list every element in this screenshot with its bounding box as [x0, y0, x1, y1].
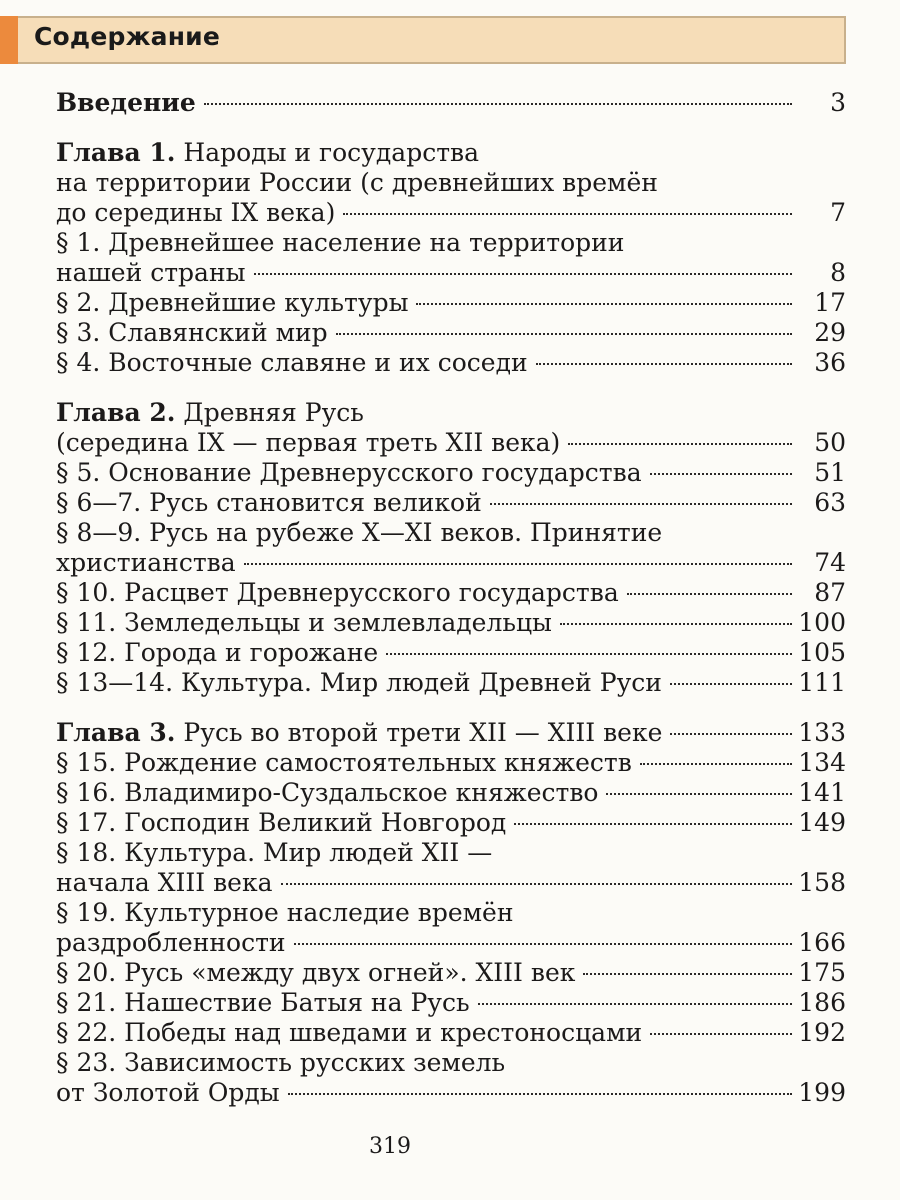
toc-entry-label: христианства: [56, 548, 236, 577]
dot-leader: [416, 303, 792, 305]
toc-page-number: 29: [814, 318, 846, 347]
toc-page-number: 36: [814, 348, 846, 377]
toc-chapter-2[interactable]: [56, 398, 846, 458]
toc-section[interactable]: [56, 958, 846, 988]
dot-leader: [336, 333, 792, 335]
toc-entry-first-line: § 23. Зависимость русских земель: [56, 1048, 506, 1077]
toc-section[interactable]: [56, 1018, 846, 1048]
dot-leader: [288, 1093, 792, 1095]
dot-leader: [386, 653, 792, 655]
dot-leader: [670, 683, 792, 685]
toc-entry-label: § 12. Города и горожане: [56, 638, 379, 667]
toc-page-number: 3: [830, 88, 846, 117]
toc-page-number: 141: [798, 778, 846, 807]
dot-leader: [514, 823, 792, 825]
toc-section[interactable]: [56, 488, 846, 518]
toc-entry-first-line: § 1. Древнейшее население на территории: [56, 228, 625, 257]
chapter-title-line: до середины IX века): [56, 198, 336, 227]
toc-entry-label: § 6—7. Русь становится великой: [56, 488, 482, 517]
toc-section[interactable]: [56, 808, 846, 838]
toc-section[interactable]: [56, 318, 846, 348]
toc-entry-label: раздробленности: [56, 928, 286, 957]
toc-page-number: 7: [830, 198, 846, 227]
dot-leader: [536, 363, 792, 365]
toc-entry-label: § 4. Восточные славяне и их соседи: [56, 348, 528, 377]
toc-page-number: 134: [798, 748, 846, 777]
chapter-title-line: на территории России (с древнейших времён: [56, 168, 658, 197]
dot-leader: [294, 943, 792, 945]
dot-leader: [670, 733, 792, 735]
dot-leader: [244, 563, 792, 565]
toc-page-number: 175: [798, 958, 846, 987]
toc-page-number: 149: [798, 808, 846, 837]
table-of-contents: [56, 88, 846, 1108]
toc-entry-label: § 15. Рождение самостоятельных княжеств: [56, 748, 632, 777]
toc-entry-first-line: § 8—9. Русь на рубеже X—XI веков. Принятие: [56, 518, 663, 547]
toc-entry-label: § 13—14. Культура. Мир людей Древней Руси: [56, 668, 662, 697]
dot-leader: [640, 763, 792, 765]
toc-entry-label: Введение: [56, 88, 196, 117]
toc-section[interactable]: [56, 348, 846, 378]
dot-leader: [560, 623, 792, 625]
dot-leader: [606, 793, 792, 795]
page-title: Содержание: [34, 22, 221, 51]
toc-entry-label: § 21. Нашествие Батыя на Русь: [56, 988, 470, 1017]
toc-section[interactable]: [56, 668, 846, 698]
toc-page-number: 50: [814, 428, 846, 457]
toc-entry-label: § 22. Победы над шведами и крестоносцами: [56, 1018, 643, 1047]
chapter-title-line: Древняя Русь: [183, 398, 364, 427]
chapter-title-line: Русь во второй трети XII — XIII веке: [183, 718, 663, 747]
chapter-title-line: Народы и государства: [183, 138, 480, 167]
toc-chapter-1[interactable]: [56, 138, 846, 228]
dot-leader: [650, 1033, 792, 1035]
toc-section[interactable]: [56, 228, 846, 288]
toc-section[interactable]: [56, 288, 846, 318]
chapter-title-line: (середина IX — первая треть XII века): [56, 428, 561, 457]
toc-section[interactable]: [56, 608, 846, 638]
toc-page-number: 199: [798, 1078, 846, 1107]
dot-leader: [568, 443, 792, 445]
toc-section[interactable]: [56, 518, 846, 578]
toc-page-number: 74: [814, 548, 846, 577]
toc-page-number: 186: [798, 988, 846, 1017]
toc-section[interactable]: [56, 638, 846, 668]
toc-page-number: 63: [814, 488, 846, 517]
toc-page-number: 166: [798, 928, 846, 957]
toc-page-number: 111: [798, 668, 846, 697]
dot-leader: [478, 1003, 792, 1005]
toc-section[interactable]: [56, 578, 846, 608]
toc-entry-label: начала XIII века: [56, 868, 273, 897]
toc-entry-label: § 2. Древнейшие культуры: [56, 288, 409, 317]
toc-page-number: 158: [798, 868, 846, 897]
toc-page-number: 133: [798, 718, 846, 747]
toc-entry-intro[interactable]: [56, 88, 846, 118]
toc-entry-label: § 20. Русь «между двух огней». XIII век: [56, 958, 576, 987]
toc-page-number: 51: [814, 458, 846, 487]
toc-page-number: 192: [798, 1018, 846, 1047]
toc-section[interactable]: [56, 458, 846, 488]
dot-leader: [583, 973, 792, 975]
dot-leader: [490, 503, 792, 505]
header-accent-bar: [0, 16, 18, 64]
chapter-head: Глава 3.: [56, 718, 176, 747]
toc-section[interactable]: [56, 988, 846, 1018]
dot-leader: [627, 593, 792, 595]
toc-entry-label: § 11. Земледельцы и землевладельцы: [56, 608, 552, 637]
toc-page-number: 87: [814, 578, 846, 607]
dot-leader: [343, 213, 792, 215]
toc-section[interactable]: [56, 778, 846, 808]
toc-entry-label: § 3. Славянский мир: [56, 318, 328, 347]
toc-entry-label: § 17. Господин Великий Новгород: [56, 808, 507, 837]
toc-entry-label: § 16. Владимиро-Суздальское княжество: [56, 778, 599, 807]
toc-entry-label: от Золотой Орды: [56, 1078, 280, 1107]
toc-chapter-3[interactable]: [56, 718, 846, 748]
toc-entry-first-line: § 18. Культура. Мир людей XII —: [56, 838, 493, 867]
toc-section[interactable]: [56, 898, 846, 958]
dot-leader: [650, 473, 792, 475]
dot-leader: [281, 883, 792, 885]
toc-entry-label: нашей страны: [56, 258, 246, 287]
dot-leader: [254, 273, 792, 275]
toc-entry-label: § 5. Основание Древнерусского государства: [56, 458, 642, 487]
toc-section[interactable]: [56, 1048, 846, 1108]
toc-section[interactable]: [56, 838, 846, 898]
toc-page-number: 17: [814, 288, 846, 317]
toc-page-number: 100: [798, 608, 846, 637]
toc-page-number: 8: [830, 258, 846, 287]
dot-leader: [204, 103, 792, 105]
toc-page-number: 105: [798, 638, 846, 667]
toc-entry-first-line: § 19. Культурное наследие времён: [56, 898, 514, 927]
page-number: 319: [369, 1134, 411, 1159]
chapter-head: Глава 2.: [56, 398, 176, 427]
chapter-head: Глава 1.: [56, 138, 176, 167]
toc-entry-label: § 10. Расцвет Древнерусского государства: [56, 578, 619, 607]
toc-section[interactable]: [56, 748, 846, 778]
